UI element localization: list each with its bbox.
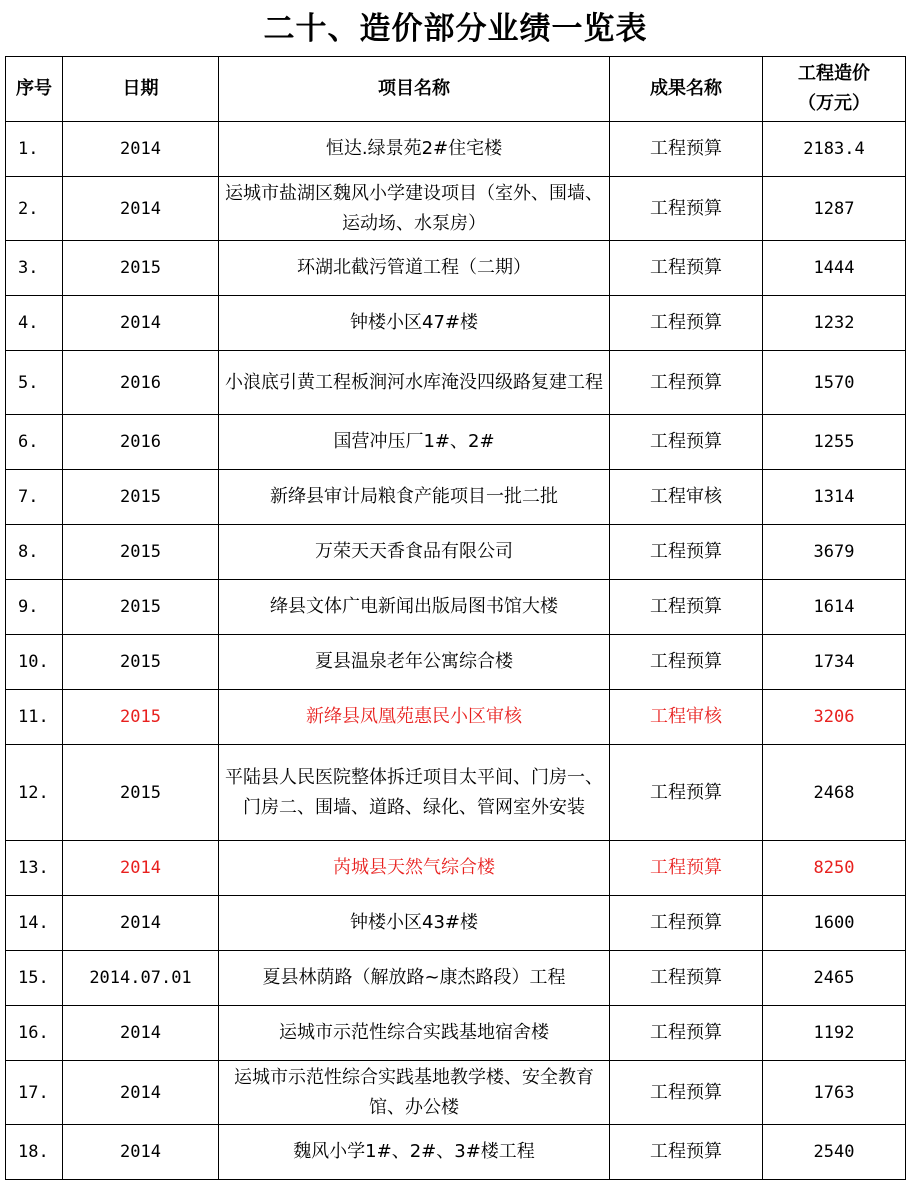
table-row bbox=[6, 296, 906, 351]
cell-seq: 4. bbox=[6, 296, 63, 351]
table-row bbox=[6, 351, 906, 415]
cell-date: 2016 bbox=[63, 415, 219, 470]
cell-project: 魏风小学1#、2#、3#楼工程 bbox=[219, 1125, 610, 1180]
header-seq: 序号 bbox=[6, 57, 63, 122]
cell-project: 新绛县凤凰苑惠民小区审核 bbox=[219, 690, 610, 745]
cell-result: 工程预算 bbox=[610, 296, 763, 351]
cell-cost: 1192 bbox=[763, 1006, 906, 1061]
cell-seq: 3. bbox=[6, 241, 63, 296]
cell-cost: 2468 bbox=[763, 745, 906, 841]
cell-date: 2014 bbox=[63, 896, 219, 951]
cell-cost: 3679 bbox=[763, 525, 906, 580]
cell-result: 工程预算 bbox=[610, 1125, 763, 1180]
cell-date: 2014 bbox=[63, 1125, 219, 1180]
table-row bbox=[6, 470, 906, 525]
cell-date: 2015 bbox=[63, 241, 219, 296]
cell-result: 工程预算 bbox=[610, 1006, 763, 1061]
table-row-highlighted bbox=[6, 690, 906, 745]
table-row bbox=[6, 951, 906, 1006]
page-title: 二十、造价部分业绩一览表 bbox=[263, 11, 648, 47]
cell-date: 2014 bbox=[63, 177, 219, 241]
cell-seq: 1. bbox=[6, 122, 63, 177]
cell-project: 国营冲压厂1#、2# bbox=[219, 415, 610, 470]
cell-date: 2015 bbox=[63, 745, 219, 841]
cell-seq: 9. bbox=[6, 580, 63, 635]
cell-result: 工程预算 bbox=[610, 1061, 763, 1125]
table-row bbox=[6, 1125, 906, 1180]
table-row bbox=[6, 415, 906, 470]
table-row bbox=[6, 241, 906, 296]
table-row bbox=[6, 177, 906, 241]
cell-date: 2014 bbox=[63, 122, 219, 177]
cell-seq: 11. bbox=[6, 690, 63, 745]
cell-result: 工程预算 bbox=[610, 745, 763, 841]
cell-result: 工程预算 bbox=[610, 896, 763, 951]
cell-seq: 14. bbox=[6, 896, 63, 951]
cell-project: 钟楼小区47#楼 bbox=[219, 296, 610, 351]
cell-seq: 8. bbox=[6, 525, 63, 580]
cell-seq: 18. bbox=[6, 1125, 63, 1180]
cell-date: 2015 bbox=[63, 525, 219, 580]
cell-cost: 1232 bbox=[763, 296, 906, 351]
cell-project: 运城市盐湖区魏风小学建设项目（室外、围墙、运动场、水泵房） bbox=[219, 177, 610, 241]
cell-result: 工程预算 bbox=[610, 177, 763, 241]
cell-result: 工程预算 bbox=[610, 415, 763, 470]
performance-table bbox=[5, 56, 906, 1180]
cell-result: 工程预算 bbox=[610, 635, 763, 690]
cell-result: 工程预算 bbox=[610, 351, 763, 415]
cell-seq: 7. bbox=[6, 470, 63, 525]
cell-cost: 1255 bbox=[763, 415, 906, 470]
cell-date: 2015 bbox=[63, 690, 219, 745]
cell-cost: 1314 bbox=[763, 470, 906, 525]
cell-date: 2014.07.01 bbox=[63, 951, 219, 1006]
cell-date: 2015 bbox=[63, 470, 219, 525]
cell-seq: 12. bbox=[6, 745, 63, 841]
cell-cost: 8250 bbox=[763, 841, 906, 896]
table-row bbox=[6, 745, 906, 841]
cell-project: 夏县温泉老年公寓综合楼 bbox=[219, 635, 610, 690]
cell-cost: 2183.4 bbox=[763, 122, 906, 177]
cell-seq: 5. bbox=[6, 351, 63, 415]
cell-seq: 6. bbox=[6, 415, 63, 470]
table-row bbox=[6, 896, 906, 951]
cell-date: 2014 bbox=[63, 1006, 219, 1061]
table-row bbox=[6, 580, 906, 635]
cell-date: 2015 bbox=[63, 580, 219, 635]
table-header-row bbox=[6, 57, 906, 122]
cell-cost: 2465 bbox=[763, 951, 906, 1006]
cell-project: 运城市示范性综合实践基地教学楼、安全教育馆、办公楼 bbox=[219, 1061, 610, 1125]
cell-project: 平陆县人民医院整体拆迁项目太平间、门房一、门房二、围墙、道路、绿化、管网室外安装 bbox=[219, 745, 610, 841]
header-result: 成果名称 bbox=[610, 57, 763, 122]
cell-date: 2015 bbox=[63, 635, 219, 690]
cell-cost: 3206 bbox=[763, 690, 906, 745]
cell-result: 工程预算 bbox=[610, 525, 763, 580]
cell-project: 绛县文体广电新闻出版局图书馆大楼 bbox=[219, 580, 610, 635]
cell-cost: 1600 bbox=[763, 896, 906, 951]
header-cost-line2: （万元） bbox=[798, 93, 870, 114]
header-date: 日期 bbox=[63, 57, 219, 122]
cell-result: 工程审核 bbox=[610, 470, 763, 525]
cell-date: 2014 bbox=[63, 296, 219, 351]
cell-cost: 1570 bbox=[763, 351, 906, 415]
cell-date: 2014 bbox=[63, 841, 219, 896]
cell-seq: 16. bbox=[6, 1006, 63, 1061]
cell-result: 工程预算 bbox=[610, 122, 763, 177]
cell-result: 工程预算 bbox=[610, 241, 763, 296]
cell-cost: 1614 bbox=[763, 580, 906, 635]
cell-date: 2014 bbox=[63, 1061, 219, 1125]
cell-project: 钟楼小区43#楼 bbox=[219, 896, 610, 951]
cell-project: 运城市示范性综合实践基地宿舍楼 bbox=[219, 1006, 610, 1061]
cell-project: 夏县林荫路（解放路~康杰路段）工程 bbox=[219, 951, 610, 1006]
cell-project: 恒达.绿景苑2#住宅楼 bbox=[219, 122, 610, 177]
cell-result: 工程预算 bbox=[610, 841, 763, 896]
cell-seq: 15. bbox=[6, 951, 63, 1006]
cell-result: 工程预算 bbox=[610, 951, 763, 1006]
cell-project: 芮城县天然气综合楼 bbox=[219, 841, 610, 896]
cell-seq: 17. bbox=[6, 1061, 63, 1125]
header-cost-line1: 工程造价 bbox=[798, 63, 870, 84]
table-row bbox=[6, 1061, 906, 1125]
table-row bbox=[6, 635, 906, 690]
cell-result: 工程审核 bbox=[610, 690, 763, 745]
table-row-highlighted bbox=[6, 841, 906, 896]
cell-seq: 10. bbox=[6, 635, 63, 690]
header-cost bbox=[763, 57, 906, 122]
cell-seq: 2. bbox=[6, 177, 63, 241]
cell-cost: 1287 bbox=[763, 177, 906, 241]
cell-seq: 13. bbox=[6, 841, 63, 896]
cell-project: 环湖北截污管道工程（二期） bbox=[219, 241, 610, 296]
header-project: 项目名称 bbox=[219, 57, 610, 122]
cell-date: 2016 bbox=[63, 351, 219, 415]
cell-project: 万荣天天香食品有限公司 bbox=[219, 525, 610, 580]
cell-result: 工程预算 bbox=[610, 580, 763, 635]
cell-project: 新绛县审计局粮食产能项目一批二批 bbox=[219, 470, 610, 525]
table-row bbox=[6, 122, 906, 177]
cell-cost: 1763 bbox=[763, 1061, 906, 1125]
cell-project: 小浪底引黄工程板涧河水库淹没四级路复建工程 bbox=[219, 351, 610, 415]
table-row bbox=[6, 525, 906, 580]
cell-cost: 1444 bbox=[763, 241, 906, 296]
table-row bbox=[6, 1006, 906, 1061]
cell-cost: 1734 bbox=[763, 635, 906, 690]
cell-cost: 2540 bbox=[763, 1125, 906, 1180]
